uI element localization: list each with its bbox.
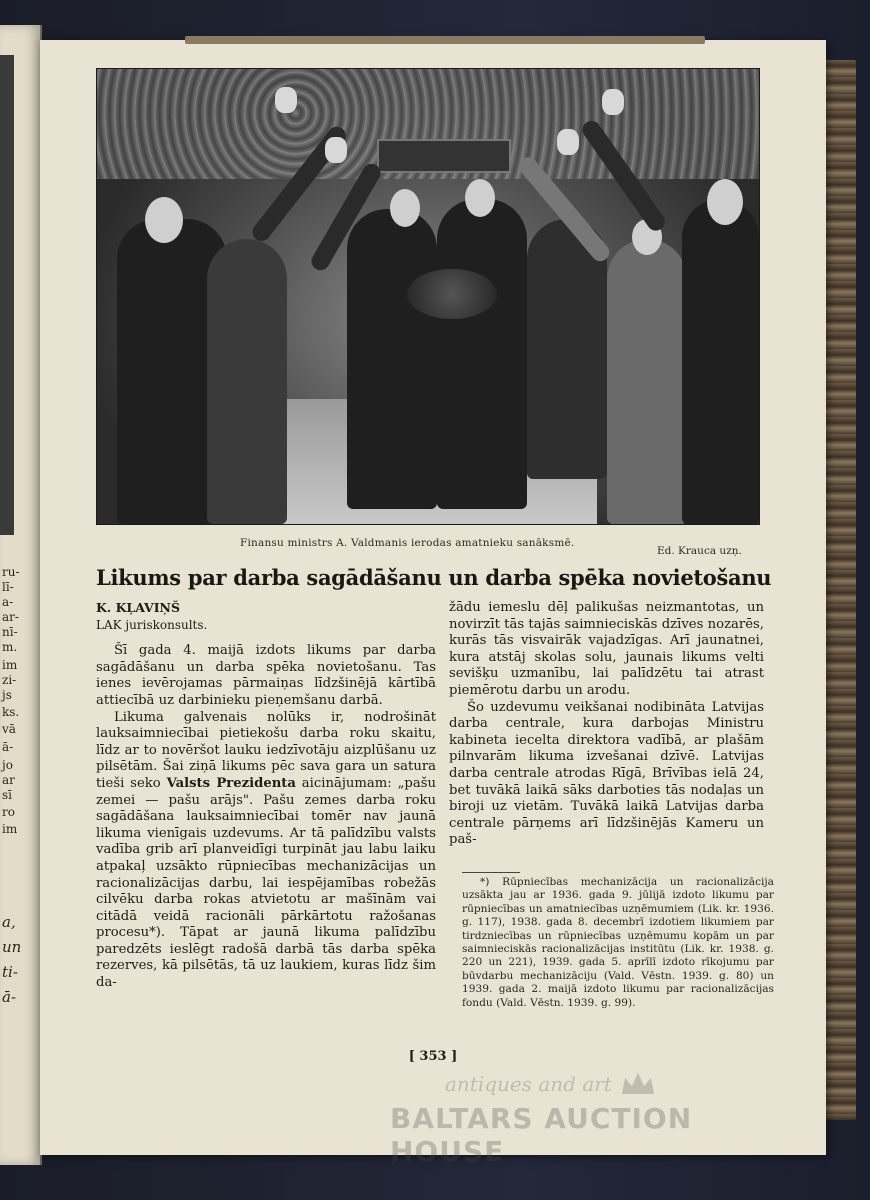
article-headline: Likums par darba sagādāšanu un darba spēka novietošanu	[96, 565, 772, 590]
magazine-page	[40, 40, 826, 1155]
photo-caption: Finansu ministrs A. Valdmanis ierodas amatnieku sanāksmē.	[240, 537, 575, 549]
footnote-text: *) Rūpniecības mechanizācija un racionalizācija uzsākta jau ar 1936. gada 9. jūlijā izdoto likumu par rūpniecības un amatniecības uzņēmumiem (Lik. kr. 1936. g. 117), 1938. gada 8. decembrī izdotiem likumiem par tirdzniecības un rūpniecības uzņēmumu kopām un par saimnieciskās racionalizācijas institūtu (Lik. kr. 1938. g. 220 un 221), 1939. gada 5. aprīlī izdoto rīkojumu par būvdarbu mechanizāciju (Vald. Vēstn. 1939. g. 80) un 1939. gada 2. maijā izdoto likumu par racionalizācijas fondu (Vald. Vēstn. 1939. g. 99).	[462, 876, 774, 1009]
article-paragraph: Šo uzdevumu veikšanai nodibināta Latvijas darba centrale, kura darbojas Ministru kabineta iecelta direktora vadībā, ar plašām pilnvarām likuma izvešanai dzīvē. Latvijas darba centrale atrodas Rīgā, Brīvības ielā 24, bet tuvākā laikā sāks darboties tās nodaļas un biroji uz vietām. Tuvākā laikā Latvijas darba centrale pārņems arī līdzšinējās Kameru un paš-	[449, 699, 764, 848]
article-left-column	[96, 600, 436, 992]
photo-figure	[682, 199, 759, 524]
left-page-fragment: nī-	[2, 625, 18, 639]
left-page-fragment: ar-	[2, 610, 19, 624]
article-bold-phrase: Valsts Prezidenta	[166, 775, 296, 791]
photo-lamp	[377, 139, 511, 173]
left-page-photo-edge	[0, 55, 14, 535]
photo-hand	[275, 87, 297, 113]
left-page-fragment: im	[2, 822, 18, 836]
left-page-fragment: vā	[2, 722, 16, 736]
photo-figure	[437, 199, 527, 509]
left-page-fragment: a-	[2, 595, 14, 609]
left-page-fragment: jo	[2, 758, 13, 772]
photo-figure	[607, 239, 687, 524]
photo-face	[145, 197, 183, 243]
footnote	[462, 876, 774, 1010]
left-page-fragment: zi-	[2, 673, 17, 687]
photo-face	[465, 179, 495, 217]
watermark	[350, 1072, 790, 1168]
left-page-fragment: ks.	[2, 705, 20, 719]
photo-figure	[347, 209, 437, 509]
photo-wreath	[407, 269, 497, 319]
left-page-fragment: ru-	[2, 565, 20, 579]
photo-hand	[325, 137, 347, 163]
photo-face	[707, 179, 743, 225]
left-facing-page	[0, 25, 42, 1165]
left-page-fragment: ā-	[2, 988, 17, 1006]
left-page-fragment: sī	[2, 788, 12, 802]
left-page-fragment: m.	[2, 640, 18, 654]
article-paragraph-text: aicinājumam: „pašu zemei — pašu arājs". Pašu zemes darba roku sagādāšana lauksaimniecībai tomēr nav jaunā likuma vienīgais uzdevums. Ar tā palīdzību valsts vadība grib arī planveidīgi turpināt jau labu laiku atpakaļ uzsākto rūpniecības mechanizācijas un racionalizācijas darbu, lai iespējamības robežās cilvēku darba rokas atvietotu ar mašīnām vai citādā veidā racionāli pārkārtotu ražošanas procesu*). Tāpat ar jaunā likuma palīdzību paredzēts ieslēgt radošā darbā tās darba spēka rezerves, kā pilsētās, tā uz laukiem, kuras līdz šim da-	[96, 775, 436, 991]
left-page-fragment: a,	[2, 913, 16, 931]
photo-hand	[602, 89, 624, 115]
left-page-fragment: ā-	[2, 740, 14, 754]
left-page-fragment: im	[2, 658, 18, 672]
photograph	[96, 68, 760, 525]
left-page-fragment: ro	[2, 805, 15, 819]
article-author-role: LAK juriskonsults.	[96, 617, 208, 632]
crown-icon	[620, 1070, 656, 1096]
article-paragraph	[96, 710, 436, 992]
photo-face	[390, 189, 420, 227]
article-paragraph-text: Likuma galvenais nolūks ir, nodrošināt lauksaimniecībai pietiekošu darba roku skaitu, līdz ar to novēršot lauku iedzīvotāju aizplūšanu uz pilsētām. Šai ziņā likums pēc sava gara un satura tieši seko	[96, 709, 436, 791]
photo-hand	[557, 129, 579, 155]
left-page-fragment: js	[2, 688, 12, 702]
photo-credit: Ed. Krauca uzņ.	[657, 545, 742, 557]
watermark-line2: BALTARS AUCTION HOUSE	[390, 1102, 693, 1168]
page-number: [ 353 ]	[408, 1049, 458, 1064]
footnote-separator	[462, 872, 520, 873]
left-page-fragment: ar	[2, 773, 15, 787]
photo-figure	[207, 239, 287, 524]
left-page-fragment: ti-	[2, 963, 18, 981]
left-page-fragment: un	[2, 938, 22, 956]
page-top-edge	[185, 36, 705, 44]
watermark-line1: antiques and art	[445, 1072, 612, 1096]
article-author: K. KĻAVIŅŠ	[96, 600, 181, 615]
left-page-fragment: lī-	[2, 580, 14, 594]
article-paragraph: Šī gada 4. maijā izdots likums par darba sagādāšanu un darba spēka novietošanu. Tas ienes ievērojamas pārmaiņas līdzšinējā kārtībā attiecībā uz darbinieku pieņemšanu darbā.	[96, 643, 436, 708]
article-paragraph: žādu iemeslu dēļ palikušas neizmantotas, un novirzīt tās tajās saimnieciskās dzīves nozarēs, kurās tās visvairāk vajadzīgas. Arī jaunatnei, kura atstāj skolas solu, jaunais likums velti sevišķu uzmanību, lai palīdzētu tai atrast piemērotu darbu un arodu.	[449, 600, 764, 698]
article-right-column	[449, 600, 764, 849]
